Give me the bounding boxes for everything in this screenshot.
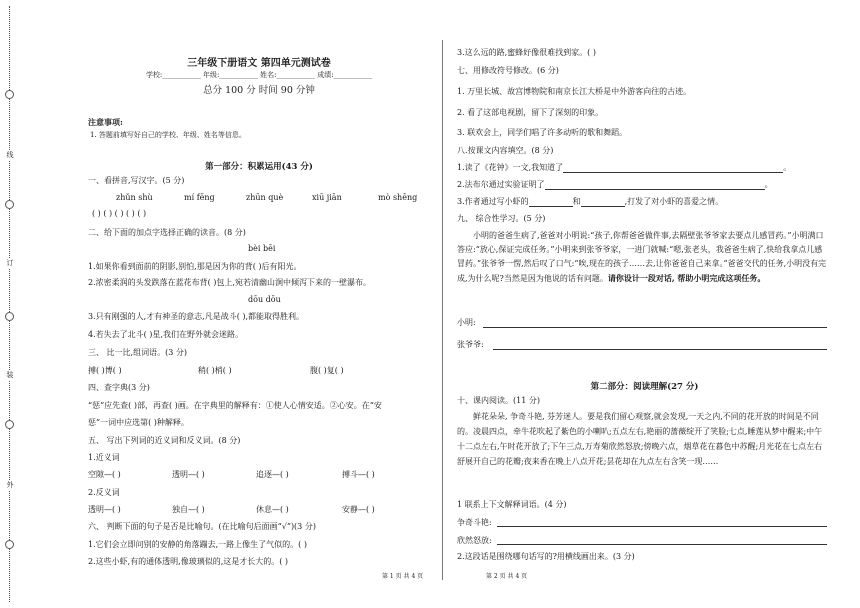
student-info-line: 学校:___________ 年级:___________ 姓名:___________ 成绩:___________: [145, 71, 373, 79]
q8-answer-line[interactable]: [563, 164, 783, 173]
q10-word-label: 争奇斗艳:: [457, 518, 492, 527]
q8-answer-line[interactable]: [529, 198, 573, 207]
q5-item[interactable]: 搏斗—( ): [342, 470, 375, 479]
page-divider: [442, 40, 443, 580]
q9-story: 小明的爸爸生病了,爸爸对小明说:“孩子,你帮爸爸做件事,去隔壁张爷爷家去要点儿感冒药。”小明满口答应:“放心,保证完成任务。”小明来到张爷爷家，一进门就喊:“嗯,张老头，我爸爸生病了,快给我拿点儿感冒药。”张爷爷一愣,然后叹了口气:“唉,现在的孩子……去,让你爸爸自己来拿。”爸爸交代的任务,小明没有完成,为什么呢?当然是因为他说的话有问题。: [457, 231, 827, 283]
q1-answer-blanks[interactable]: ( ) ( ) ( ) ( ) ( ): [92, 209, 147, 218]
binding-circle: [5, 420, 14, 429]
part1-title: 第一部分：积累运用(43 分): [205, 162, 313, 172]
q2-sentence: 1.如果你看到面前的阴影,别怕,那是因为你的背( )后有阳光。: [88, 262, 302, 271]
binding-glyph: 线: [4, 150, 16, 160]
q10-title: 十、课内阅读。(11 分): [457, 396, 540, 405]
q9-title: 九、 综合性学习。(5 分): [457, 214, 546, 223]
part2-title: 第二部分：阅读理解(27 分): [590, 382, 699, 392]
q5-title: 五、 写出下列词的近义词和反义词。(8 分): [88, 436, 241, 445]
q1-pinyin: xiū jiān: [312, 193, 342, 202]
q7-sentence: 3. 联欢会上，同学们唱了许多动听的歌和舞蹈。: [457, 128, 628, 137]
q5-item[interactable]: 追逐—( ): [256, 470, 289, 479]
q10-answer-line[interactable]: [497, 544, 827, 545]
q2-sentence: 2.浓密柔润的头发跌落在蓝花布背( )包上,宛若清幽山涧中倾泻下来的一壁瀑布。: [88, 278, 371, 287]
q8-text: 1.读了《花钟》一文,我知道了: [457, 163, 564, 172]
q6-sentence: 3.这么远的路,蜜蜂好像很难找到家。( ): [457, 48, 596, 57]
q2-sentence: 4.若失去了北斗( )星,我们在野外就会迷路。: [88, 330, 243, 339]
q2-pinyin-options: bèi bēi: [248, 244, 276, 253]
q3-word-pair[interactable]: 腹( )复( ): [310, 366, 344, 375]
q7-sentence: 2. 看了这部电视剧，留下了深刻的印象。: [457, 108, 604, 117]
q9-xiaoming-answer-line[interactable]: [483, 327, 827, 328]
binding-circle: [5, 312, 14, 321]
q3-word-pair[interactable]: 搏( )博( ): [88, 366, 122, 375]
q5-item[interactable]: 透明—( ): [88, 505, 121, 514]
q6-sentence: 2.这些小虾,有的通体透明,像玻璃似的,这是才长大的。( ): [88, 557, 289, 566]
q8-line-2: [457, 180, 773, 190]
q10-subquestion: 1 联系上下文解释词语。(4 分): [457, 500, 567, 509]
q4-text: “惩”应先查( )部，再查( )画。在字典里的解释有：①使人心情安适。②心安。在“安: [88, 401, 382, 410]
q4-text: 惩”一词中应选第( )种解释。: [88, 418, 189, 427]
exam-title: 三年级下册语文 第四单元测试卷: [187, 58, 331, 69]
binding-glyph: 外: [4, 480, 16, 490]
q8-answer-line[interactable]: [545, 181, 765, 190]
q9-task: 请你设计一段对话, 帮助小明完成这项任务。: [607, 273, 766, 283]
q8-answer-line[interactable]: [581, 198, 625, 207]
q8-text: ,打发了对小虾的喜爱之情。: [624, 197, 724, 206]
q9-passage: [457, 229, 829, 286]
q8-text: 和: [572, 197, 581, 206]
page-number-left: 第 1 页 共 4 页: [382, 573, 424, 580]
binding-circle: [5, 200, 14, 209]
q5-item[interactable]: 安静—( ): [342, 505, 375, 514]
q6-title: 六、 判断下面的句子是否是比喻句。(在比喻句后面画“√”)(3 分): [88, 522, 316, 531]
page-number-right: 第 2 页 共 4 页: [486, 573, 528, 580]
q5-item[interactable]: 休息—( ): [256, 505, 289, 514]
q2-title: 二、给下面的加点字选择正确的读音。(8 分): [88, 228, 246, 237]
q9-xiaoming-label: 小明:: [457, 318, 476, 327]
q5-subtitle: 1.近义词: [88, 453, 120, 462]
q7-sentence: 1. 万里长城、故宫博物院和南京长江大桥是中外游客向往的古迹。: [457, 87, 692, 96]
q5-item[interactable]: 透明—( ): [172, 470, 205, 479]
q8-title: 八.按课文内容填空。(8 分): [457, 146, 554, 155]
q3-title: 三、 比一比,组词语。(3 分): [88, 348, 187, 357]
q1-pinyin: zhūn què: [246, 193, 284, 202]
score-time-line: 总分 100 分 时间 90 分钟: [203, 85, 315, 96]
q9-zhangyeye-answer-line[interactable]: [493, 349, 827, 350]
q10-subquestion: 2.这段话是围绕哪句话写的?用横线画出来。(3 分): [457, 552, 635, 561]
q7-title: 七、用修改符号修改。(6 分): [457, 66, 559, 75]
binding-glyph: 订: [4, 258, 16, 268]
left-page: [88, 0, 430, 608]
q10-passage: 鲜花朵朵, 争奇斗艳, 芬芳迷人。要是我们留心观察,就会发现,一天之内,不同的花开放的时间是不同的。凌晨四点，牵牛花吹起了紫色的小喇叭;五点左右,艳丽的蔷薇绽开了笑脸;七点,睡莲从梦中醒来;中午十二点左右,午时花开放了;下午三点,万寿菊欣然怒放;傍晚六点，烟草花在暮色中苏醒;月光花在七点左右舒展开自己的花瓣;夜来香在晚上八点开花;昙花却在九点左右含笑一现……: [457, 412, 823, 466]
q5-item[interactable]: 独自—( ): [172, 505, 205, 514]
q1-pinyin: mò shēng: [378, 193, 418, 202]
binding-circle: [5, 90, 14, 99]
q8-text: 。: [783, 163, 792, 172]
q5-subtitle: 2.反义词: [88, 488, 120, 497]
q4-title: 四、查字典(3 分): [88, 383, 150, 392]
q10-answer-line[interactable]: [497, 526, 827, 527]
q3-word-pair[interactable]: 稍( )梢( ): [198, 366, 232, 375]
q9-zhangyeye-label: 张爷爷:: [457, 340, 484, 349]
q2-sentence: 3.只有刚强的人,才有神圣的意志,凡是战斗( ),都能取得胜利。: [88, 312, 305, 321]
q5-item[interactable]: 空隙—( ): [88, 470, 121, 479]
q8-text: 2.法布尔通过实验证明了: [457, 180, 545, 189]
q1-pinyin: zhǔn shù: [116, 193, 153, 202]
notice-item: 1. 答题前填写好自己的学校、年级、姓名等信息。: [90, 131, 246, 139]
q1-title: 一、看拼音,写汉字。(5 分): [88, 176, 185, 185]
q8-line-1: [457, 163, 791, 173]
right-page: [457, 0, 832, 608]
q6-sentence: 1.它们会立即问别的安静的角落蹦去,一路上像生了气似的。( ): [88, 540, 307, 549]
q1-pinyin: mí fēng: [184, 193, 215, 202]
binding-circle: [5, 540, 14, 549]
q2-pinyin-options: dōu dōu: [248, 295, 281, 304]
binding-strip: [0, 0, 22, 608]
q8-text: 3.作者通过写小虾的: [457, 197, 529, 206]
q10-word-label: 欣然怒放:: [457, 536, 492, 545]
binding-glyph: 装: [4, 370, 16, 380]
q8-line-3: [457, 197, 723, 207]
notice-title: 注意事项:: [88, 117, 123, 127]
q8-text: 。: [764, 180, 773, 189]
